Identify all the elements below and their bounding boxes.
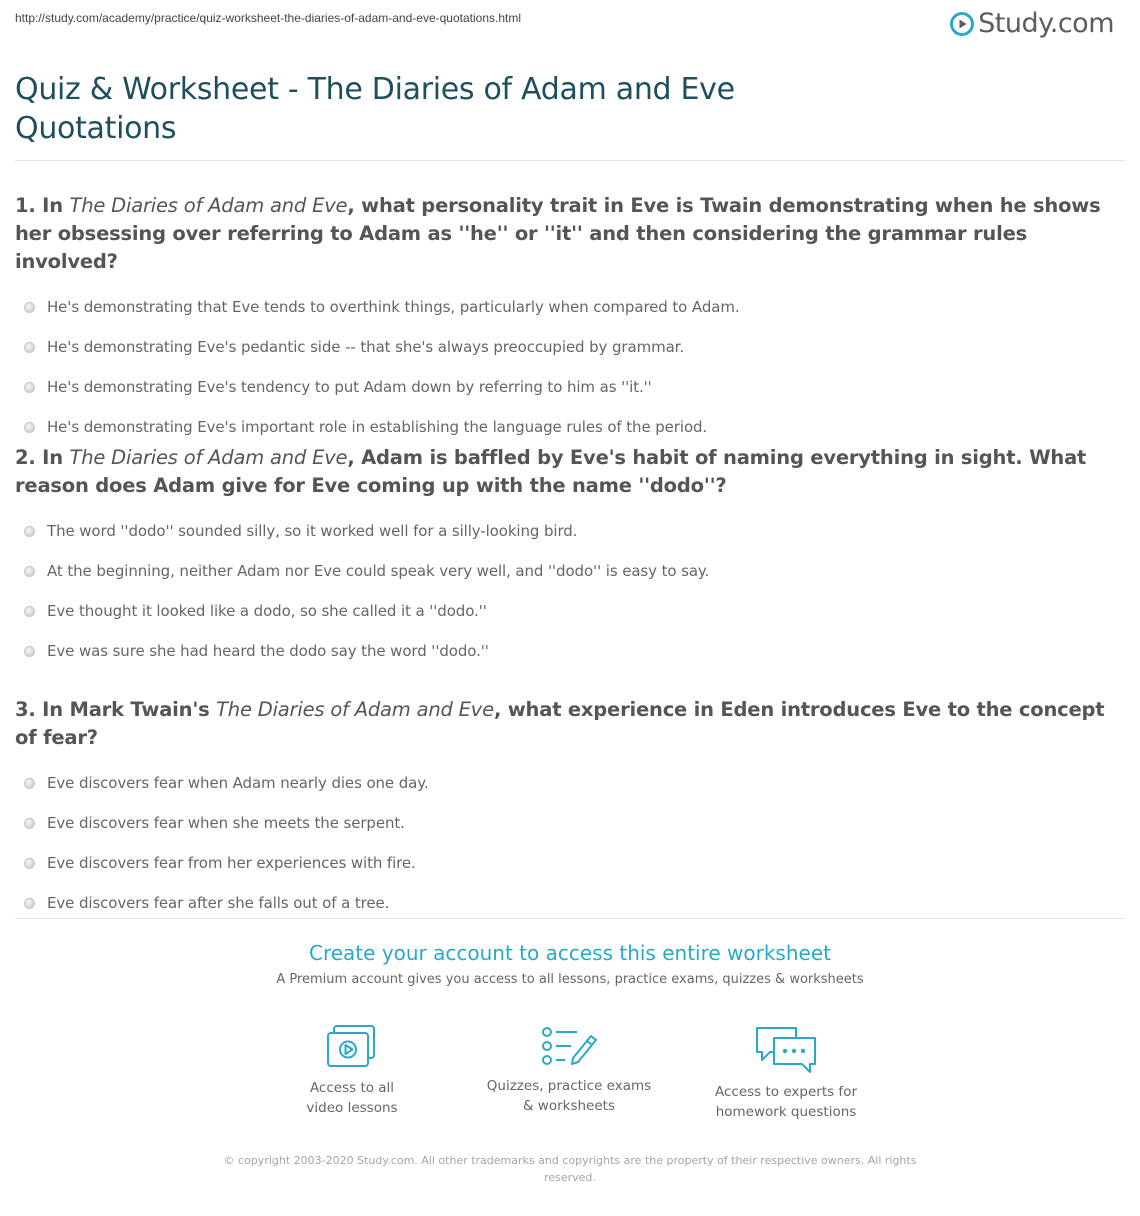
- answer-option[interactable]: [15, 631, 1125, 671]
- logo-text: Study.com: [978, 8, 1114, 39]
- feature-experts: [676, 1024, 896, 1122]
- answer-label: Eve discovers fear when she meets the serpent.: [47, 814, 405, 832]
- answer-label: Eve thought it looked like a dodo, so she called it a ''dodo.'': [47, 602, 487, 620]
- answer-option[interactable]: [15, 407, 1125, 447]
- answer-option[interactable]: [15, 327, 1125, 367]
- question-3: [15, 696, 1125, 923]
- feature-label: Access to experts for homework questions: [714, 1084, 857, 1120]
- question-text: 1. In The Diaries of Adam and Eve, what personality trait in Eve is Twain demonstrating when he shows her obsessing over referring to Adam as ''he'' or ''it'' and then considering the grammar rules involved?: [15, 194, 1101, 273]
- feature-label: Quizzes, practice exams & worksheets: [486, 1078, 652, 1114]
- question-text: 2. In The Diaries of Adam and Eve, Adam is baffled by Eve's habit of naming everything in sight. What reason does Adam give for Eve coming up with the name ''dodo''?: [15, 446, 1087, 497]
- study-logo[interactable]: [950, 8, 1114, 39]
- quiz-checklist-icon: [541, 1024, 597, 1068]
- page-url: http://study.com/academy/practice/quiz-worksheet-the-diaries-of-adam-and-eve-quotations.html: [15, 11, 522, 25]
- chat-bubbles-icon: [754, 1024, 818, 1074]
- question-text: 3. In Mark Twain's The Diaries of Adam and Eve, what experience in Eden introduces Eve to the concept of fear?: [15, 698, 1105, 749]
- play-circle-icon: [950, 12, 974, 36]
- answer-label: He's demonstrating Eve's tendency to put Adam down by referring to him as ''it.'': [47, 378, 652, 396]
- answer-option[interactable]: [15, 367, 1125, 407]
- radio-button-icon[interactable]: [24, 858, 35, 869]
- answer-label: He's demonstrating Eve's pedantic side -- that she's always preoccupied by grammar.: [47, 338, 685, 356]
- feature-quizzes: [459, 1024, 679, 1116]
- page-title: [15, 70, 835, 148]
- radio-button-icon[interactable]: [24, 898, 35, 909]
- promo-divider: [15, 918, 1125, 919]
- question-1: [15, 192, 1125, 447]
- radio-button-icon[interactable]: [24, 526, 35, 537]
- radio-button-icon[interactable]: [24, 342, 35, 353]
- create-account-link[interactable]: Create your account to access this entire worksheet: [309, 941, 831, 965]
- answer-label: He's demonstrating Eve's important role in establishing the language rules of the period.: [47, 418, 708, 436]
- answer-option[interactable]: [15, 591, 1125, 631]
- radio-button-icon[interactable]: [24, 422, 35, 433]
- page-title-line2: Quotations: [15, 111, 177, 146]
- copyright-notice: © copyright 2003-2020 Study.com. All other trademarks and copyrights are the property of their respective owners. All rights reserved.: [223, 1154, 917, 1184]
- answer-list: [15, 287, 1125, 447]
- answer-option[interactable]: [15, 287, 1125, 327]
- answer-label: The word ''dodo'' sounded silly, so it worked well for a silly-looking bird.: [47, 522, 578, 540]
- answer-list: [15, 511, 1125, 671]
- answer-option[interactable]: [15, 803, 1125, 843]
- feature-label: Access to all video lessons: [306, 1080, 398, 1116]
- question-2: [15, 444, 1125, 671]
- answer-label: He's demonstrating that Eve tends to overthink things, particularly when compared to Adam.: [47, 298, 740, 316]
- radio-button-icon[interactable]: [24, 302, 35, 313]
- answer-label: At the beginning, neither Adam nor Eve could speak very well, and ''dodo'' is easy to say.: [47, 562, 710, 580]
- radio-button-icon[interactable]: [24, 382, 35, 393]
- answer-option[interactable]: [15, 883, 1125, 923]
- answer-label: Eve discovers fear after she falls out of a tree.: [47, 894, 390, 912]
- radio-button-icon[interactable]: [24, 566, 35, 577]
- answer-label: Eve discovers fear when Adam nearly dies one day.: [47, 774, 429, 792]
- radio-button-icon[interactable]: [24, 778, 35, 789]
- video-lessons-icon: [326, 1024, 378, 1070]
- header-divider: [15, 160, 1125, 161]
- answer-option[interactable]: [15, 551, 1125, 591]
- answer-option[interactable]: [15, 511, 1125, 551]
- feature-video-lessons: [242, 1024, 462, 1118]
- promo-subtitle: A Premium account gives you access to all lessons, practice exams, quizzes & worksheets: [276, 972, 864, 987]
- radio-button-icon[interactable]: [24, 606, 35, 617]
- radio-button-icon[interactable]: [24, 818, 35, 829]
- page-title-line1: Quiz & Worksheet - The Diaries of Adam and Eve: [15, 72, 735, 107]
- answer-option[interactable]: [15, 763, 1125, 803]
- answer-list: [15, 763, 1125, 923]
- answer-label: Eve was sure she had heard the dodo say the word ''dodo.'': [47, 642, 489, 660]
- answer-label: Eve discovers fear from her experiences with fire.: [47, 854, 416, 872]
- answer-option[interactable]: [15, 843, 1125, 883]
- radio-button-icon[interactable]: [24, 646, 35, 657]
